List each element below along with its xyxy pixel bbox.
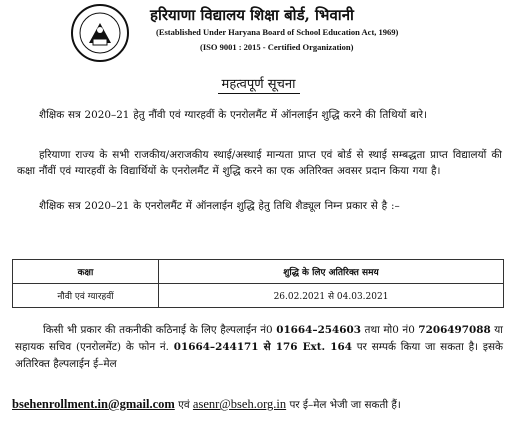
title-underline [218, 93, 300, 94]
contact-paragraph [15, 322, 503, 373]
helpline-number: 01664–254603 [276, 324, 361, 336]
email-line [12, 397, 401, 412]
board-logo [59, 3, 141, 63]
notice-subject: शैक्षिक सत्र 2020–21 हेतु नौंवी एवं ग्यारहवीं के एनरोलमैंट में ऑनलाईन शुद्धि करने की तिथियों बारे। [39, 109, 427, 121]
email-tail: पर ई–मेल भेजी जा सकती हैं। [286, 399, 401, 411]
contact-text-a: किसी भी प्रकार की तकनीकी कठिनाई के लिए हैल्पलाईन नं0 [43, 324, 277, 336]
phone-number: 01664–244171 से 176 Ext. 164 [173, 341, 352, 353]
helpline-email-link[interactable]: bsehenrollment.in@gmail.com [12, 397, 175, 411]
cell-dates: 26.02.2021 से 04.03.2021 [159, 284, 504, 308]
notice-body: हरियाणा राज्य के सभी राजकीय/अराजकीय स्थाई/अस्थाई मान्यता प्राप्त एवं बोर्ड से स्थाई सम्बद्धता प्राप्त विद्यालयों की कक्षा नौंवीं एवं ग्यारहवीं के विद्यार्थियों के एनरोलमैंट में शुद्धि करने का एक अतिरिक्त अवसर प्रदान किया गया है। [17, 149, 502, 178]
schedule-table [12, 259, 504, 308]
established-line: (Established Under Haryana Board of School Education Act, 1969) [156, 27, 399, 37]
iso-certification: (ISO 9001 : 2015 - Certified Organization) [200, 42, 354, 52]
mobile-number: 7206497088 [418, 324, 491, 336]
schedule-intro: शैक्षिक सत्र 2020–21 के एनरोलमैंट में ऑनलाईन शुद्धि हेतु तिथि शैड्यूल निम्न प्रकार से है :– [39, 200, 400, 212]
contact-text-c: या सहायक सचिव (एनरोलमेंट) के फोन नं. [15, 324, 503, 353]
table-row [13, 284, 504, 308]
organization-name: हरियाणा विद्यालय शिक्षा बोर्ड, भिवानी [150, 6, 354, 24]
contact-text-d: पर सम्पर्क किया जा सकता है। इसके अतिरिक्त हैल्पलाईन ई–मेल [15, 341, 503, 370]
header-class: कक्षा [13, 260, 159, 284]
header-extra-time: शुद्धि के लिए अतिरिक्त समय [159, 260, 504, 284]
cell-class: नौवी एवं ग्यारहवीं [13, 284, 159, 308]
table-header-row [13, 260, 504, 284]
email-joiner: एवं [174, 399, 193, 411]
notice-title: महत्वपूर्ण सूचना [221, 77, 296, 92]
asenr-email-link[interactable]: asenr@bseh.org.in [192, 397, 287, 411]
contact-text-b: तथा मो0 नं0 [360, 324, 419, 336]
